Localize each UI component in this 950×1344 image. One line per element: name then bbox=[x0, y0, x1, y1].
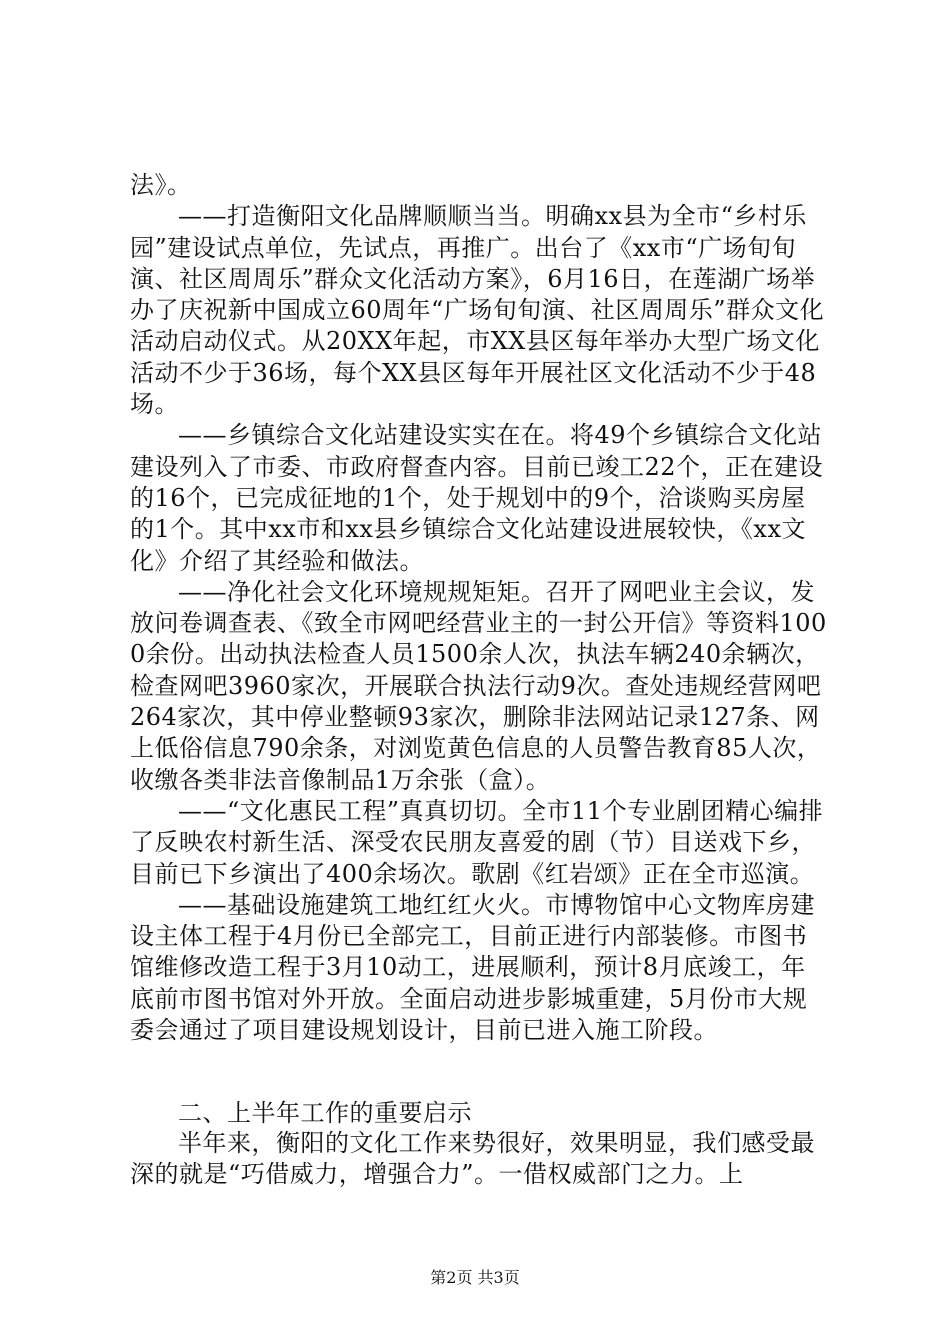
paragraph-insights: 半年来，衡阳的文化工作来势很好，效果明显，我们感受最深的就是“巧借威力，增强合力”。一借权威部门之力。上 bbox=[130, 1129, 815, 1189]
document-body bbox=[130, 170, 830, 1046]
paragraph-continuation: 法》。 bbox=[130, 171, 192, 199]
paragraph-culture-benefit: ——“文化惠民工程”真真切切。全市11个专业剧团精心编排了反映农村新生活、深受农民朋友喜爱的剧（节）目送戏下乡，目前已下乡演出了400余场次。歌剧《红岩颂》正在全市巡演。 bbox=[130, 796, 824, 888]
paragraph-culture-brand: ——打造衡阳文化品牌顺顺当当。明确xx县为全市“乡村乐园”建设试点单位，先试点，再推广。出台了《xx市“广场旬旬演、社区周周乐”群众文化活动方案》，6月16日，在莲湖广场举办了庆祝新中国成立60周年“广场旬旬演、社区周周乐”群众文化活动启动仪式。从20XX年起，市XX县区每年举办大型广场文化活动不少于36场，每个XX县区每年开展社区文化活动不少于48场。 bbox=[130, 202, 825, 419]
paragraph-environment-cleanup: ——净化社会文化环境规规矩矩。召开了网吧业主会议，发放问卷调查表、《致全市网吧经营业主的一封公开信》等资料1000余份。出动执法检查人员1500余人次，执法车辆240余辆次，检查网吧3960家次，开展联合执法行动9次。查处违规经营网吧264家次，其中停业整顿93家次，删除非法网站记录127条、网上低俗信息790余条，对浏览黄色信息的人员警告教育85人次，收缴各类非法音像制品1万余张（盒）。 bbox=[130, 577, 827, 794]
paragraph-township-stations: ——乡镇综合文化站建设实实在在。将49个乡镇综合文化站建设列入了市委、市政府督查内容。目前已竣工22个，正在建设的16个，已完成征地的1个，处于规划中的9个，洽谈购买房屋的1个。其中xx市和xx县乡镇综合文化站建设进展较快，《xx文化》介绍了其经验和做法。 bbox=[130, 421, 824, 575]
closing-section bbox=[130, 1128, 830, 1191]
page-footer: 第2页 共3页 bbox=[430, 1268, 520, 1287]
section-heading: 二、上半年工作的重要启示 bbox=[178, 1099, 472, 1127]
paragraph-infrastructure: ——基础设施建筑工地红红火火。市博物馆中心文物库房建设主体工程于4月份已全部完工，目前正进行内部装修。市图书馆维修改造工程于3月10动工，进展顺利，预计8月底竣工，年底前市图书馆对外开放。全面启动进步影城重建，5月份市大规委会通过了项目建设规划设计，目前已进入施工阶段。 bbox=[130, 890, 815, 1045]
